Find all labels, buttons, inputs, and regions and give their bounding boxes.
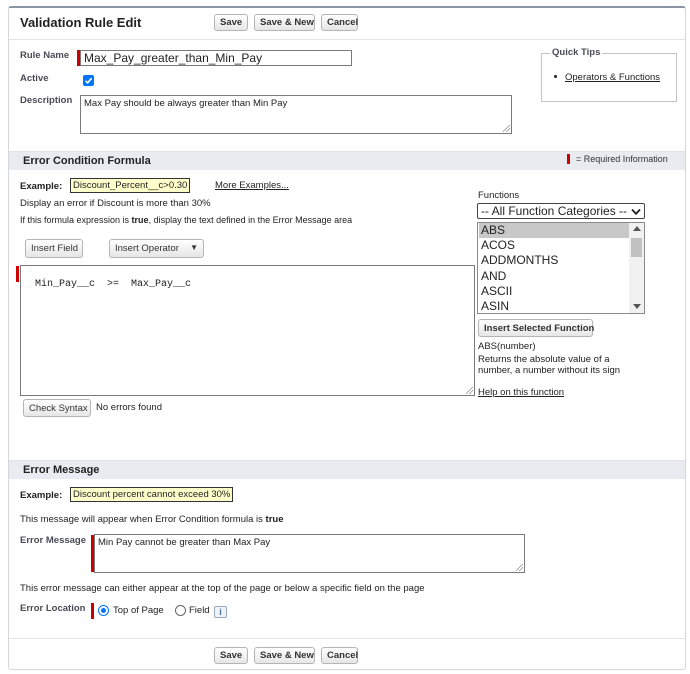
save-button-top[interactable]: Save	[214, 14, 248, 31]
description-textarea[interactable]	[80, 95, 512, 134]
function-option[interactable]: ACOS	[481, 238, 516, 252]
function-option[interactable]: AND	[481, 269, 507, 283]
error-condition-title: Error Condition Formula	[23, 155, 151, 167]
formula-required-bar	[16, 266, 19, 282]
error-message-title: Error Message	[23, 464, 100, 476]
scrollbar-thumb[interactable]	[631, 238, 642, 257]
footer-divider	[9, 638, 685, 639]
explain-suffix: , display the text defined in the Error Message area	[148, 215, 353, 225]
error-location-required-bar	[91, 603, 94, 619]
info-icon-glyph: i	[219, 607, 222, 617]
chevron-down-icon	[631, 208, 641, 216]
functions-label: Functions	[478, 190, 520, 201]
example-label: Example:	[20, 181, 63, 192]
check-syntax-button[interactable]: Check Syntax	[23, 399, 91, 417]
appear-prefix: This message will appear when Error Condition formula is	[20, 514, 266, 525]
help-on-function-link[interactable]: Help on this function	[478, 387, 565, 398]
page-title: Validation Rule Edit	[20, 15, 142, 30]
cancel-button-bottom[interactable]: Cancel	[321, 647, 358, 664]
error-location-label: Error Location	[20, 603, 86, 614]
rule-name-input[interactable]	[80, 50, 352, 66]
scroll-up-icon[interactable]	[633, 226, 641, 231]
insert-operator-label: Insert Operator	[115, 243, 179, 254]
function-signature: ABS(number)	[478, 341, 536, 352]
more-examples-link[interactable]: More Examples...	[215, 180, 289, 191]
resize-handle-icon[interactable]	[466, 387, 473, 394]
save-button-bottom[interactable]: Save	[214, 647, 248, 664]
error-message-textarea[interactable]	[94, 534, 525, 573]
active-checkbox[interactable]	[83, 75, 94, 86]
error-message-example: Discount percent cannot exceed 30%	[70, 487, 233, 502]
insert-selected-function-button[interactable]: Insert Selected Function	[478, 319, 593, 337]
message-appear-text	[20, 514, 283, 525]
insert-field-button[interactable]: Insert Field	[25, 239, 83, 258]
rule-name-value: Max_Pay_greater_than_Min_Pay	[84, 51, 263, 65]
save-new-button-top[interactable]: Save & New	[254, 14, 315, 31]
resize-handle-icon[interactable]	[516, 564, 523, 571]
checkmark-icon	[83, 75, 94, 86]
syntax-status: No errors found	[96, 402, 163, 413]
explain-prefix: If this formula expression is	[20, 215, 132, 225]
radio-field[interactable]	[175, 605, 186, 616]
radio-dot	[101, 608, 106, 613]
section-header-error-message	[9, 460, 685, 479]
formula-editor[interactable]	[20, 265, 475, 396]
function-category-select[interactable]	[477, 203, 645, 219]
error-message-label: Error Message	[20, 535, 87, 546]
bullet-icon	[554, 75, 557, 78]
function-listbox[interactable]	[477, 222, 645, 314]
function-option[interactable]: ASCII	[481, 284, 513, 298]
display-error-text: Display an error if Discount is more than 30%	[20, 198, 211, 209]
required-legend-bar	[567, 154, 570, 164]
function-category-value: -- All Function Categories --	[481, 204, 628, 218]
quick-tips-title: Quick Tips	[552, 47, 601, 58]
save-new-button-bottom[interactable]: Save & New	[254, 647, 315, 664]
function-option[interactable]: ADDMONTHS	[481, 253, 559, 267]
function-option[interactable]: ASIN	[481, 299, 510, 313]
cancel-button-top[interactable]: Cancel	[321, 14, 358, 31]
scroll-down-icon[interactable]	[633, 304, 641, 309]
explain-bold: true	[131, 215, 149, 225]
error-message-value: Min Pay cannot be greater than Max Pay	[98, 537, 271, 548]
field-label[interactable]: Field	[189, 605, 210, 616]
info-icon[interactable]	[214, 606, 227, 618]
header-divider	[9, 39, 685, 40]
formula-explanation	[20, 215, 352, 225]
resize-handle-icon[interactable]	[503, 125, 510, 132]
function-option[interactable]: ABS	[479, 223, 630, 238]
appear-bold: true	[265, 514, 284, 525]
formula-text: Min_Pay__c >= Max_Pay__c	[35, 279, 192, 290]
location-note: This error message can either appear at the top of the page or below a specific field on the page	[20, 583, 425, 594]
operators-functions-link[interactable]: Operators & Functions	[565, 72, 661, 83]
description-label: Description	[20, 95, 73, 106]
required-info-text: = Required Information	[576, 154, 668, 164]
caret-down-icon: ▼	[190, 243, 198, 252]
formula-example: Discount_Percent__c>0.30	[70, 178, 190, 193]
radio-top-of-page[interactable]	[98, 605, 109, 616]
active-label: Active	[20, 73, 49, 84]
insert-operator-button[interactable]	[109, 239, 204, 258]
function-description: Returns the absolute value of a number, a number without its sign	[478, 354, 621, 376]
listbox-scrollbar[interactable]	[629, 223, 644, 313]
top-of-page-label[interactable]: Top of Page	[113, 605, 164, 616]
error-example-label: Example:	[20, 490, 63, 501]
description-value: Max Pay should be always greater than Min Pay	[84, 98, 288, 109]
rule-name-label: Rule Name	[20, 50, 70, 61]
